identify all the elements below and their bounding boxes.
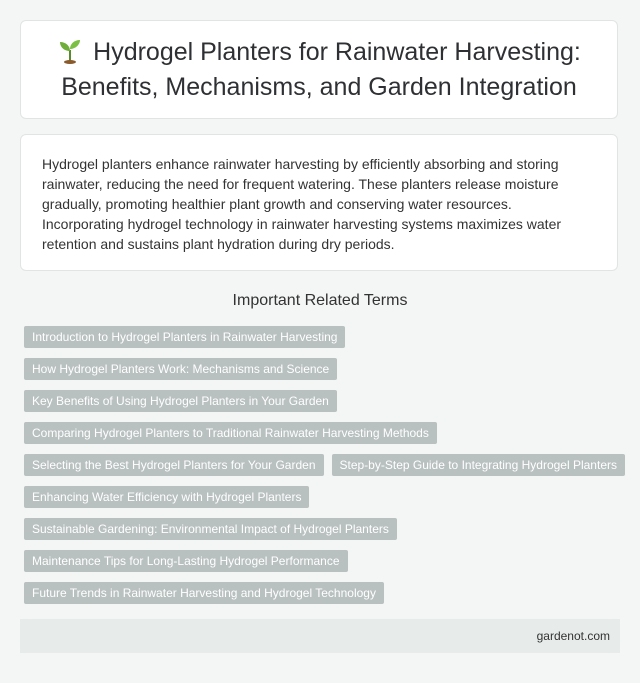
- page-title: [49, 37, 589, 103]
- term-tag[interactable]: Step-by-Step Guide to Integrating Hydrogel Planters: [332, 454, 626, 476]
- term-tag[interactable]: How Hydrogel Planters Work: Mechanisms and Science: [24, 358, 337, 380]
- term-tag[interactable]: Future Trends in Rainwater Harvesting and Hydrogel Technology: [24, 582, 384, 604]
- term-tag[interactable]: Selecting the Best Hydrogel Planters for Your Garden: [24, 454, 324, 476]
- term-tag[interactable]: Maintenance Tips for Long-Lasting Hydrogel Performance: [24, 550, 348, 572]
- tag-row: [24, 550, 624, 582]
- footer-site-link[interactable]: gardenot.com: [536, 629, 610, 643]
- intro-card: [20, 134, 618, 271]
- tag-row: [24, 422, 624, 454]
- term-tag[interactable]: Introduction to Hydrogel Planters in Rainwater Harvesting: [24, 326, 345, 348]
- sprout-icon: [57, 38, 83, 72]
- tag-row: [24, 518, 624, 550]
- term-tag[interactable]: Key Benefits of Using Hydrogel Planters in Your Garden: [24, 390, 337, 412]
- tag-row: [24, 358, 624, 390]
- tag-row: [24, 454, 624, 486]
- term-tag[interactable]: Sustainable Gardening: Environmental Impact of Hydrogel Planters: [24, 518, 397, 540]
- tag-row: [24, 390, 624, 422]
- tag-row: [24, 326, 624, 358]
- related-terms-list: [24, 326, 624, 614]
- term-tag[interactable]: Enhancing Water Efficiency with Hydrogel Planters: [24, 486, 309, 508]
- term-tag[interactable]: Comparing Hydrogel Planters to Traditional Rainwater Harvesting Methods: [24, 422, 437, 444]
- tag-row: [24, 582, 624, 614]
- related-terms-heading: Important Related Terms: [232, 292, 408, 309]
- footer: [20, 619, 620, 653]
- intro-paragraph: Hydrogel planters enhance rainwater harvesting by efficiently absorbing and storing rainwater, reducing the need for frequent watering. These planters release moisture gradually, promoting healthier plant growth and conserving water resources. Incorporating hydrogel technology in rainwater harvesting systems maximizes water retention and sustains plant hydration during dry periods.: [42, 156, 562, 252]
- tag-row: [24, 486, 624, 518]
- title-card: [20, 20, 618, 119]
- page-title-text: Hydrogel Planters for Rainwater Harvesting: Benefits, Mechanisms, and Garden Integration: [61, 37, 581, 101]
